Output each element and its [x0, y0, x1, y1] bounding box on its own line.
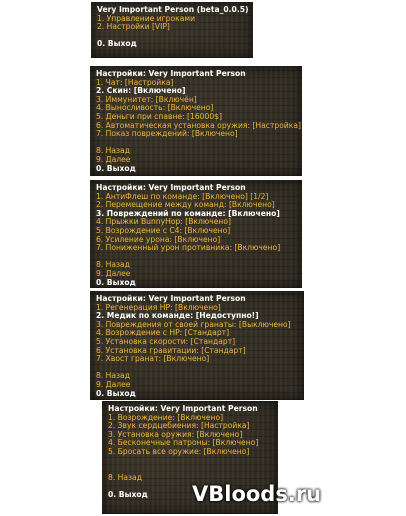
- menu-item-back[interactable]: 8. Назад: [96, 260, 130, 270]
- menu-item-show-damage[interactable]: 7. Показ повреждений: [Включено]: [96, 129, 238, 139]
- menu-item-settings-vip[interactable]: 2. Настройки [VIP]: [97, 22, 170, 32]
- menu-title: Настройки: Very Important Person: [96, 183, 246, 192]
- menu-item-exit[interactable]: 0. Выход: [96, 388, 136, 398]
- menu-item-enemy-damage-reduced[interactable]: 7. Пониженный урон противника: [Включено]: [96, 243, 281, 253]
- menu-item-immunity[interactable]: 3. Иммунитет: [Включён]: [96, 94, 197, 104]
- menu-item-next[interactable]: 9. Далее: [96, 268, 131, 278]
- menu-item-next[interactable]: 9. Далее: [96, 379, 131, 389]
- menu-item-exit[interactable]: 0. Выход: [96, 163, 136, 173]
- menu-item-damage-boost[interactable]: 6. Усиление урона: [Включено]: [96, 234, 221, 244]
- menu-item-spawn-money[interactable]: 5. Деньги при спавне: [16000$]: [96, 111, 222, 121]
- settings-menu-page-1: [90, 66, 302, 176]
- main-menu-panel: [91, 2, 253, 58]
- menu-item-spawn-hp[interactable]: 4. Возрождение с HP: [Стандарт]: [96, 328, 230, 338]
- menu-item-exit[interactable]: 0. Выход: [96, 277, 136, 287]
- menu-item-team-medic[interactable]: 2. Медик по команде: [Недоступно!]: [96, 311, 259, 321]
- menu-item-respawn[interactable]: 1. Возрождение: [Включено]: [108, 412, 224, 422]
- menu-item-exit[interactable]: 0. Выход: [108, 489, 148, 499]
- menu-item-team-damage[interactable]: 3. Повреждений по команде: [Включено]: [96, 208, 280, 218]
- menu-item-exit[interactable]: 0. Выход: [97, 39, 137, 49]
- menu-item-drop-all-weapons[interactable]: 5. Бросать все оружие: [Включено]: [108, 446, 250, 456]
- menu-item-back[interactable]: 8. Назад: [96, 371, 130, 381]
- menu-item-team-move[interactable]: 2. Перемещение между команд: [Включено]: [96, 200, 275, 210]
- menu-item-gravity[interactable]: 6. Установка гравитации: [Стандарт]: [96, 345, 246, 355]
- menu-item-hp-regen[interactable]: 1. Регенерация HP: [Включено]: [96, 302, 221, 312]
- menu-item-skin[interactable]: 2. Скин: [Включено]: [96, 86, 186, 96]
- menu-item-back[interactable]: 8. Назад: [108, 472, 142, 482]
- menu-title: Very Important Person (beta_0.0.5): [97, 5, 249, 14]
- menu-item-stamina[interactable]: 4. Выносливость: [Включено]: [96, 103, 214, 113]
- menu-item-grenade-trail[interactable]: 7. Хвост гранат: [Включено]: [96, 354, 210, 364]
- menu-item-manage-players[interactable]: 1. Управление игроками: [97, 13, 196, 23]
- menu-item-own-grenade-damage[interactable]: 3. Повреждения от своей гранаты: [Выключено]: [96, 319, 291, 329]
- watermark: VBloods.ru: [192, 482, 322, 506]
- menu-item-heartbeat-sound[interactable]: 2. Звук сердцебиения: [Настройка]: [108, 421, 250, 431]
- settings-menu-page-2: [90, 180, 302, 288]
- menu-item-chat[interactable]: 1. Чат: [Настройка]: [96, 77, 174, 87]
- menu-item-next[interactable]: 9. Далее: [96, 154, 131, 164]
- menu-item-back[interactable]: 8. Назад: [96, 146, 130, 156]
- menu-title: Настройки: Very Important Person: [96, 294, 246, 303]
- menu-title: Настройки: Very Important Person: [96, 69, 246, 78]
- menu-item-antiflash[interactable]: 1. АнтиФлеш по команде: [Включено] [1/2]: [96, 191, 269, 201]
- settings-menu-page-3: [90, 291, 304, 400]
- menu-item-bunnyhop[interactable]: 4. Прыжки BunnyHop: [Включено]: [96, 217, 231, 227]
- menu-item-weapon-setup[interactable]: 3. Установка оружия: [Включено]: [108, 429, 243, 439]
- menu-item-speed[interactable]: 5. Установка скорости: [Стандарт]: [96, 336, 236, 346]
- menu-item-spawn-c4[interactable]: 5. Возрождение с С4: [Включено]: [96, 225, 231, 235]
- menu-item-infinite-ammo[interactable]: 4. Бесконечные патроны: [Включено]: [108, 438, 259, 448]
- menu-title: Настройки: Very Important Person: [108, 404, 258, 413]
- menu-item-auto-weapon[interactable]: 6. Автоматическая установка оружия: [Настройка]: [96, 120, 301, 130]
